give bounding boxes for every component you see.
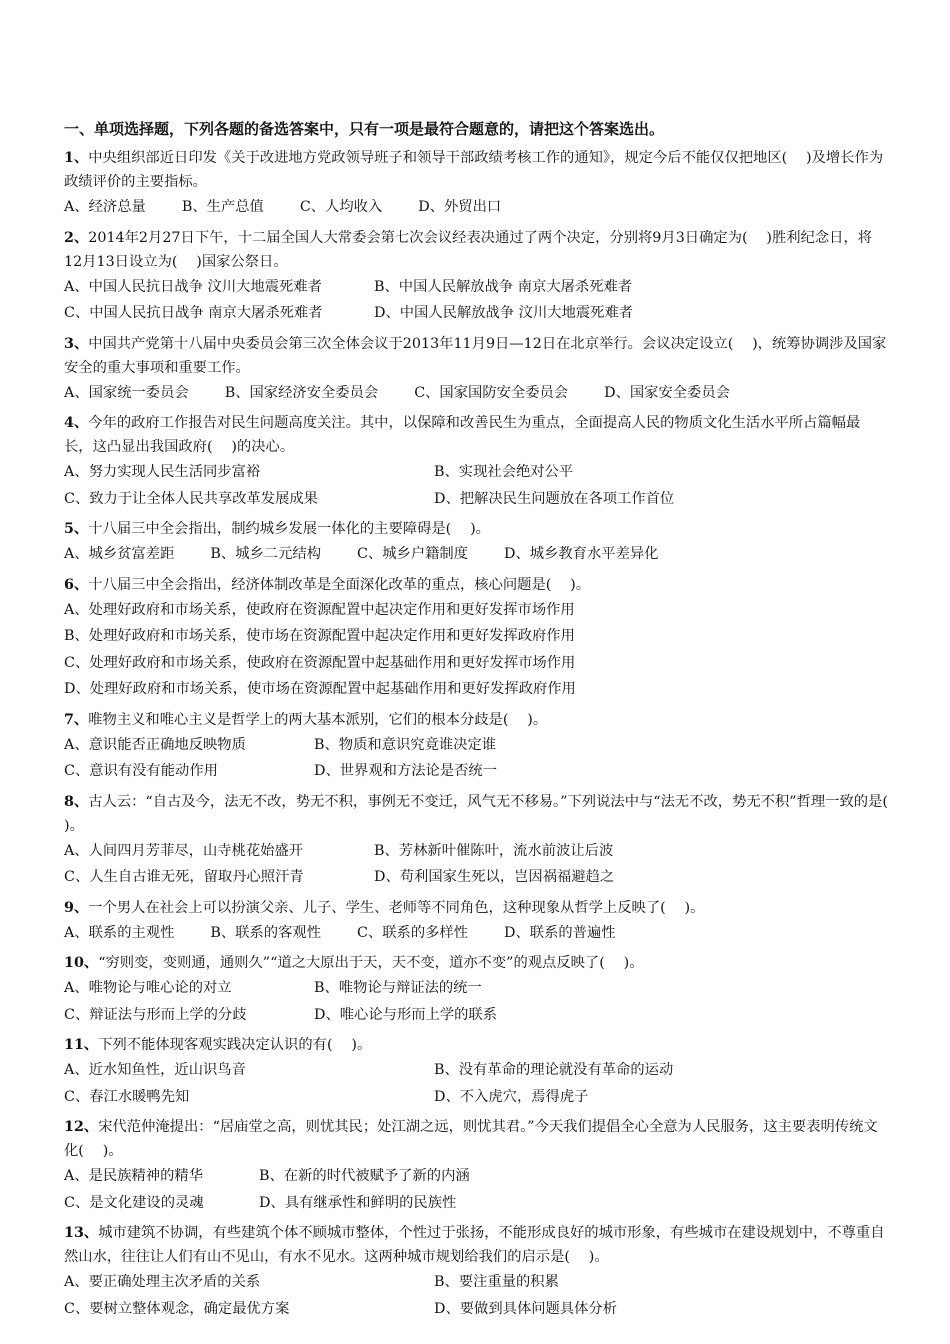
option-row — [64, 486, 888, 513]
option-a: A、要正确处理主次矛盾的关系 — [64, 1274, 261, 1290]
option-b: B、国家经济安全委员会 — [224, 384, 379, 401]
question-2 — [64, 226, 888, 327]
question-stem — [64, 332, 888, 380]
option-row — [64, 1002, 888, 1029]
question-stem — [64, 896, 888, 920]
option-d: D、不入虎穴，焉得虎子 — [434, 1088, 589, 1105]
option-group — [64, 597, 888, 703]
question-text: 城市建筑不协调，有些建筑个体不顾城市整体，个性过于张扬，不能形成良好的城市形象，有些城市在建设规划中，不尊重自然山水，往往让人们有山不见山，有水不见水。这两种城市规划给我们的启示是( )。 — [64, 1225, 885, 1265]
option-b: B、没有革命的理论就没有革命的运动 — [434, 1062, 674, 1078]
option-a: A、人间四月芳菲尽，山寺桃花始盛开 — [64, 842, 304, 859]
option-row — [64, 1269, 888, 1296]
question-text: “穷则变，变则通，通则久”“道之大原出于天，天不变，道亦不变”的观点反映了( )。 — [98, 955, 644, 971]
option-c: C、人生自古谁无死，留取丹心照汗青 — [64, 869, 304, 885]
option-b: B、处理好政府和市场关系，使市场在资源配置中起决定作用和更好发挥政府作用 — [64, 628, 575, 644]
question-stem — [64, 951, 888, 975]
option-d: D、世界观和方法论是否统一 — [314, 763, 498, 779]
option-b: B、中国人民解放战争 南京大屠杀死难者 — [374, 278, 633, 295]
option-row — [64, 1057, 888, 1084]
option-a: A、城乡贫富差距 — [64, 546, 175, 562]
option-a: A、意识能否正确地反映物质 — [64, 736, 246, 753]
question-text: 十八届三中全会指出，制约城乡发展一体化的主要障碍是( )。 — [88, 521, 490, 537]
option-b: B、生产总值 — [181, 199, 264, 215]
option-row — [64, 1296, 888, 1323]
question-text: 今年的政府工作报告对民生问题高度关注。其中，以保障和改善民生为重点，全面提高人民的物质文化生活水平所占篇幅最长，这凸显出我国政府( )的决心。 — [64, 415, 861, 455]
question-9 — [64, 896, 888, 947]
option-b: B、城乡二元结构 — [210, 546, 321, 562]
option-group — [64, 838, 888, 891]
option-a: A、国家统一委员会 — [64, 384, 189, 401]
option-row — [64, 1190, 888, 1217]
option-c: C、辩证法与形而上学的分歧 — [64, 1006, 247, 1023]
option-group — [64, 732, 888, 785]
option-b: B、唯物论与辩证法的统一 — [314, 980, 482, 996]
question-number: 4、 — [64, 415, 89, 431]
question-text: 下列不能体现客观实践决定认识的有( )。 — [98, 1037, 372, 1053]
option-d: D、国家安全委员会 — [604, 384, 730, 401]
option-a: A、联系的主观性 — [64, 924, 175, 941]
question-6 — [64, 573, 888, 703]
option-row — [64, 380, 888, 407]
question-stem — [64, 1115, 888, 1163]
question-number: 3、 — [64, 335, 89, 352]
option-row — [64, 864, 888, 891]
option-row — [64, 975, 888, 1002]
option-c: C、意识有没有能动作用 — [64, 763, 218, 779]
question-4 — [64, 411, 888, 512]
question-stem — [64, 226, 888, 274]
option-a: A、努力实现人民生活同步富裕 — [64, 464, 261, 480]
option-c: C、春江水暖鸭先知 — [64, 1088, 190, 1105]
question-5 — [64, 517, 888, 568]
option-b: B、物质和意识究竟谁决定谁 — [314, 736, 497, 753]
question-text: 中央组织部近日印发《关于改进地方党政领导班子和领导干部政绩考核工作的通知》，规定今后不能仅仅把地区( )及增长作为政绩评价的主要指标。 — [64, 150, 884, 190]
option-d: D、要做到具体问题具体分析 — [434, 1300, 618, 1317]
option-row — [64, 300, 888, 327]
question-text: 一个男人在社会上可以扮演父亲、儿子、学生、老师等不同角色，这种现象从哲学上反映了( )。 — [88, 899, 705, 916]
option-row — [64, 920, 888, 947]
question-11 — [64, 1033, 888, 1110]
option-b: B、要注重量的积累 — [434, 1274, 559, 1290]
question-7 — [64, 708, 888, 785]
question-text: 十八届三中全会指出，经济体制改革是全面深化改革的重点，核心问题是( )。 — [88, 576, 591, 593]
option-a: A、中国人民抗日战争 汶川大地震死难者 — [64, 278, 322, 295]
question-number: 5、 — [64, 521, 89, 537]
question-stem — [64, 1033, 888, 1057]
option-a: A、唯物论与唯心论的对立 — [64, 980, 232, 996]
question-stem — [64, 411, 888, 459]
question-number: 13、 — [64, 1225, 99, 1241]
question-text: 宋代范仲淹提出：“居庙堂之高，则忧其民；处江湖之远，则忧其君。”今天我们提倡全心全意为人民服务，这主要表明传统文化( )。 — [64, 1119, 878, 1159]
option-group — [64, 1269, 888, 1322]
question-stem — [64, 790, 907, 838]
option-row — [64, 1084, 888, 1111]
option-c: C、国家国防安全委员会 — [414, 384, 569, 401]
question-number: 6、 — [64, 576, 89, 593]
option-d: D、城乡教育水平差异化 — [504, 546, 659, 562]
option-c: C、致力于让全体人民共享改革发展成果 — [64, 490, 318, 507]
option-row — [64, 838, 888, 865]
question-text: 中国共产党第十八届中央委员会第三次全体会议于2013年11月9日—12日在北京举行。会议决定设立( )，统筹协调涉及国家安全的重大事项和重要工作。 — [64, 335, 887, 376]
option-a: A、处理好政府和市场关系，使政府在资源配置中起决定作用和更好发挥市场作用 — [64, 601, 575, 618]
option-d: D、联系的普遍性 — [504, 924, 616, 941]
question-number: 12、 — [64, 1119, 99, 1135]
option-group — [64, 1057, 888, 1110]
question-stem — [64, 1221, 888, 1269]
option-c: C、是文化建设的灵魂 — [64, 1194, 204, 1211]
question-12 — [64, 1115, 888, 1216]
option-group — [64, 459, 888, 512]
question-text: 2014年2月27日下午，十二届全国人大常委会第七次会议经表决通过了两个决定，分别将9月3日确定为( )胜利纪念日，将12月13日设立为( )国家公祭日。 — [64, 229, 873, 270]
question-number: 8、 — [64, 793, 89, 810]
question-number: 9、 — [64, 899, 89, 916]
option-row — [64, 274, 888, 301]
option-group — [64, 1163, 888, 1216]
question-stem — [64, 573, 888, 597]
option-b: B、联系的客观性 — [210, 924, 321, 941]
option-d: D、唯心论与形而上学的联系 — [314, 1006, 498, 1023]
question-text: 古人云：“自古及今，法无不改，势无不积，事例无不变迁，风气无不移易。”下列说法中与“法无不改，势无不积”哲理一致的是( )。 — [64, 793, 907, 834]
question-number: 7、 — [64, 711, 89, 728]
option-c: C、人均收入 — [299, 199, 383, 215]
option-c: C、城乡户籍制度 — [357, 546, 469, 562]
question-stem — [64, 708, 888, 732]
option-d: D、把解决民生问题放在各项工作首位 — [434, 490, 675, 507]
option-c: C、中国人民抗日战争 南京大屠杀死难者 — [64, 305, 323, 321]
question-number: 11、 — [64, 1037, 99, 1053]
option-b: B、实现社会绝对公平 — [434, 464, 574, 480]
question-number: 1、 — [64, 150, 89, 166]
option-d: D、处理好政府和市场关系，使市场在资源配置中起基础作用和更好发挥政府作用 — [64, 681, 576, 697]
option-row — [64, 541, 888, 568]
option-b: B、芳林新叶催陈叶，流水前波让后波 — [374, 842, 614, 859]
option-row — [64, 758, 888, 785]
question-10 — [64, 951, 888, 1028]
question-1 — [64, 146, 888, 221]
option-d: D、苟利国家生死以，岂因祸福避趋之 — [374, 869, 615, 885]
option-c: C、联系的多样性 — [357, 924, 469, 941]
exam-document — [64, 118, 907, 1327]
option-d: D、外贸出口 — [418, 199, 502, 215]
option-a: A、近水知鱼性，近山识鸟音 — [64, 1062, 246, 1078]
option-group — [64, 274, 888, 327]
question-stem — [64, 146, 888, 194]
option-d: D、具有继承性和鲜明的民族性 — [259, 1194, 457, 1211]
option-row — [64, 194, 888, 221]
option-c: C、要树立整体观念，确定最优方案 — [64, 1300, 290, 1317]
question-stem — [64, 517, 888, 541]
option-c: C、处理好政府和市场关系，使政府在资源配置中起基础作用和更好发挥市场作用 — [64, 654, 576, 671]
question-text: 唯物主义和唯心主义是哲学上的两大基本派别，它们的根本分歧是( )。 — [88, 711, 548, 728]
question-13 — [64, 1221, 888, 1322]
option-b: B、在新的时代被赋予了新的内涵 — [259, 1168, 470, 1184]
question-number: 10、 — [64, 955, 99, 971]
option-row — [64, 1163, 888, 1190]
question-number: 2、 — [64, 229, 89, 246]
option-row — [64, 732, 888, 759]
section-title: 一、单项选择题，下列各题的备选答案中，只有一项是最符合题意的，请把这个答案选出。 — [64, 120, 665, 138]
option-a: A、是民族精神的精华 — [64, 1168, 203, 1184]
option-group — [64, 975, 888, 1028]
option-row — [64, 459, 888, 486]
option-a: A、经济总量 — [64, 199, 146, 215]
option-d: D、中国人民解放战争 汶川大地震死难者 — [374, 305, 634, 321]
question-3 — [64, 332, 888, 407]
question-8 — [64, 790, 907, 891]
